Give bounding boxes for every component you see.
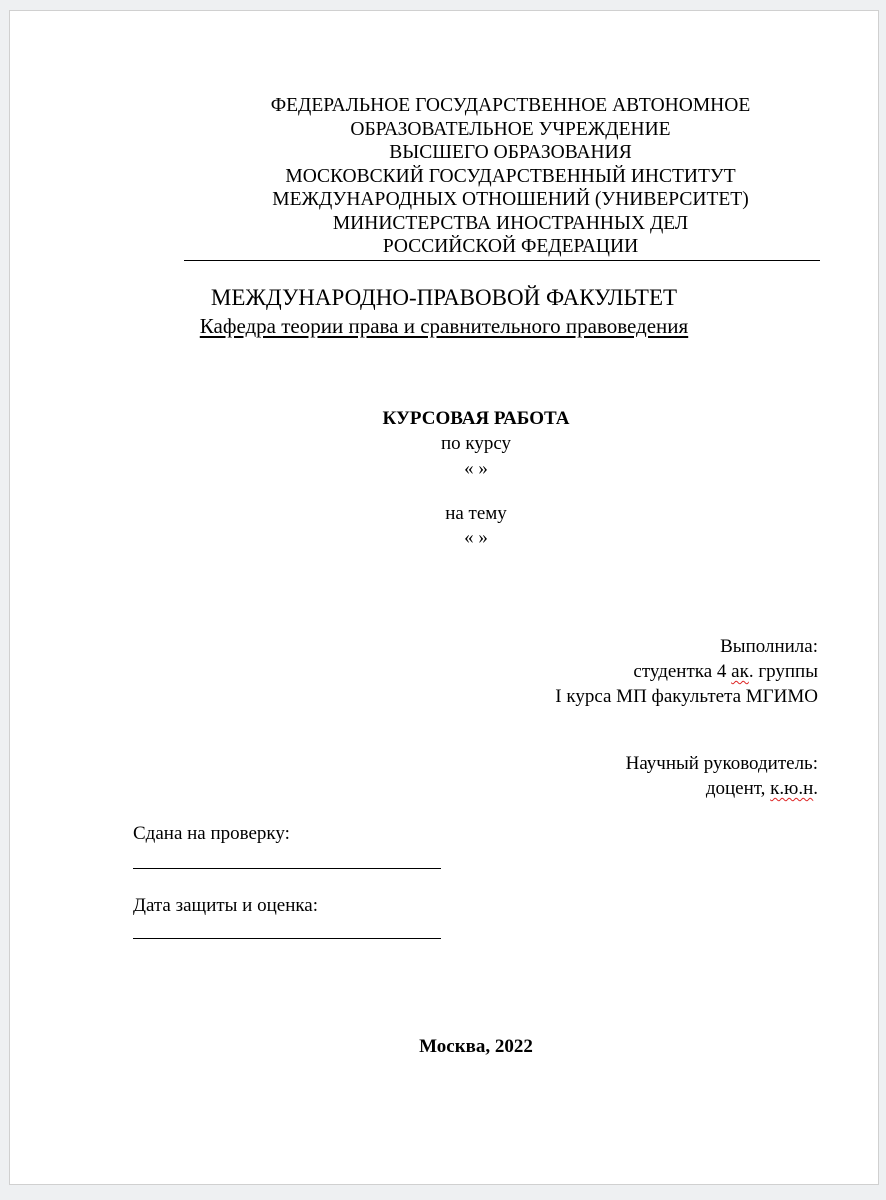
chair-text: Кафедра теории права и сравнительного правоведения <box>199 314 689 338</box>
supervisor-line-end: . <box>813 778 818 799</box>
author-line1-text: студентка 4 <box>633 661 732 682</box>
chair-title <box>10 314 878 339</box>
header-line: ФЕДЕРАЛЬНОЕ ГОСУДАРСТВЕННОЕ АВТОНОМНОЕ <box>270 95 751 116</box>
faculty-title: МЕЖДУНАРОДНО-ПРАВОВОЙ ФАКУЛЬТЕТ <box>210 285 678 310</box>
header-line: РОССИЙСКОЙ ФЕДЕРАЦИИ <box>382 236 639 257</box>
header-line: ВЫСШЕГО ОБРАЗОВАНИЯ <box>389 142 632 163</box>
author-line1 <box>555 659 818 684</box>
header-line: ОБРАЗОВАТЕЛЬНОЕ УЧРЕЖДЕНИЕ <box>350 118 671 140</box>
defense-label: Дата защиты и оценка: <box>133 895 319 916</box>
supervisor-line-text: доцент, <box>705 778 771 799</box>
author-line1-end: . группы <box>748 661 818 682</box>
supervisor-label: Научный руководитель: <box>625 753 818 774</box>
city-year: Москва, 2022 <box>419 1036 533 1057</box>
institution-header <box>188 94 833 259</box>
header-line: МИНИСТЕРСТВА ИНОСТРАННЫХ ДЕЛ <box>332 212 689 234</box>
supervisor-block <box>626 751 818 801</box>
header-line: МОСКОВСКИЙ ГОСУДАРСТВЕННЫЙ ИНСТИТУТ <box>285 165 736 187</box>
course-label: по курсу <box>440 433 512 454</box>
spellcheck-mark: к.ю.н <box>770 778 814 799</box>
work-title: КУРСОВАЯ РАБОТА <box>382 408 570 429</box>
defense-signature-line <box>133 938 441 939</box>
topic-label: на тему <box>445 503 507 524</box>
submitted-label: Сдана на проверку: <box>133 823 290 844</box>
topic-value: « » <box>464 527 488 548</box>
supervisor-line <box>626 776 818 801</box>
author-line2: I курса МП факультета МГИМО <box>555 686 818 707</box>
course-value: « » <box>464 458 488 479</box>
author-block <box>555 634 818 709</box>
submitted-signature-line <box>133 868 441 869</box>
spellcheck-mark: ак <box>731 661 749 682</box>
header-line: МЕЖДУНАРОДНЫХ ОТНОШЕНИЙ (УНИВЕРСИТЕТ) <box>272 189 749 210</box>
header-divider <box>184 260 820 261</box>
author-label: Выполнила: <box>720 636 818 657</box>
document-page <box>9 10 879 1185</box>
